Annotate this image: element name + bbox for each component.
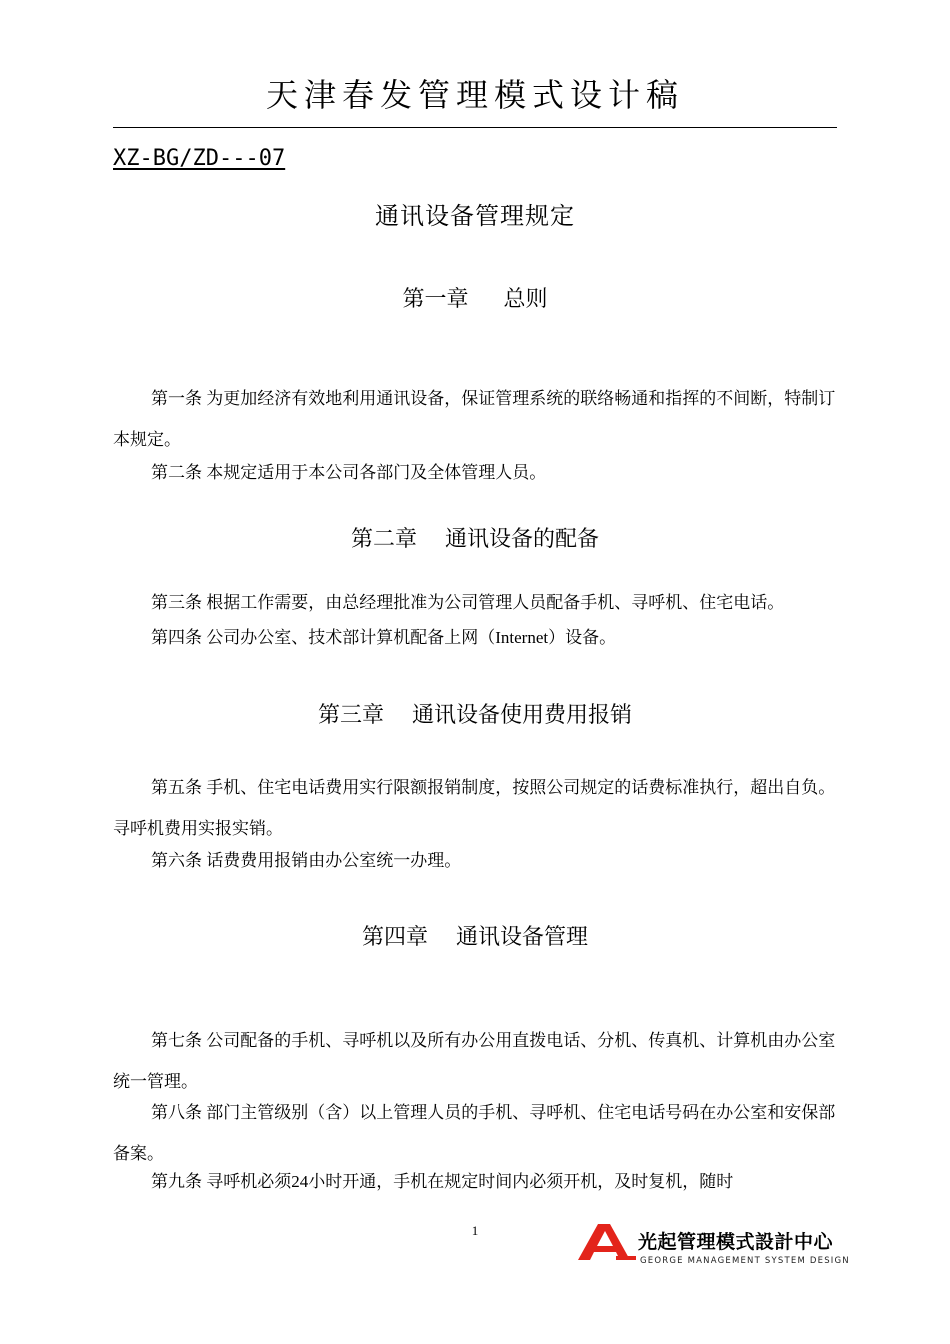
header-divider	[113, 127, 837, 128]
article-5: 第五条 手机、住宅电话费用实行限额报销制度，按照公司规定的话费标准执行，超出自负。寻呼机费用实报实销。	[113, 778, 836, 838]
document-title: 通讯设备管理规定	[375, 202, 575, 230]
article-2: 第二条 本规定适用于本公司各部门及全体管理人员。	[151, 463, 547, 482]
logo-chinese-text: 光起管理模式設計中心	[638, 1231, 834, 1253]
page-number: 1	[471, 1223, 479, 1238]
article-6: 第六条 话费费用报销由办公室统一办理。	[151, 851, 462, 870]
chapter-1-heading: 第一章 总则	[402, 287, 548, 312]
article-9: 第九条 寻呼机必须24小时开通，手机在规定时间内必须开机，及时复机，随时	[151, 1172, 734, 1191]
article-4: 第四条 公司办公室、技术部计算机配备上网（Internet）设备。	[151, 628, 617, 647]
header-title: 天津春发管理模式设计稿	[265, 76, 684, 114]
article-1: 第一条 为更加经济有效地利用通讯设备，保证管理系统的联络畅通和指挥的不间断，特制订本规定。	[113, 389, 836, 449]
logo-english-text: GEORGE MANAGEMENT SYSTEM DESIGN	[640, 1256, 850, 1266]
article-7: 第七条 公司配备的手机、寻呼机以及所有办公用直拨电话、分机、传真机、计算机由办公室统一管理。	[113, 1031, 836, 1091]
chapter-3-heading: 第三章 通讯设备使用费用报销	[318, 703, 632, 728]
chapter-4-heading: 第四章 通讯设备管理	[362, 925, 588, 950]
chapter-2-heading: 第二章 通讯设备的配备	[351, 527, 599, 552]
article-8: 第八条 部门主管级别（含）以上管理人员的手机、寻呼机、住宅电话号码在办公室和安保部备案。	[113, 1103, 836, 1163]
logo-mark-icon	[576, 1222, 636, 1266]
article-3: 第三条 根据工作需要，由总经理批准为公司管理人员配备手机、寻呼机、住宅电话。	[151, 593, 785, 612]
document-code: XZ-BG/ZD---07	[113, 146, 286, 171]
